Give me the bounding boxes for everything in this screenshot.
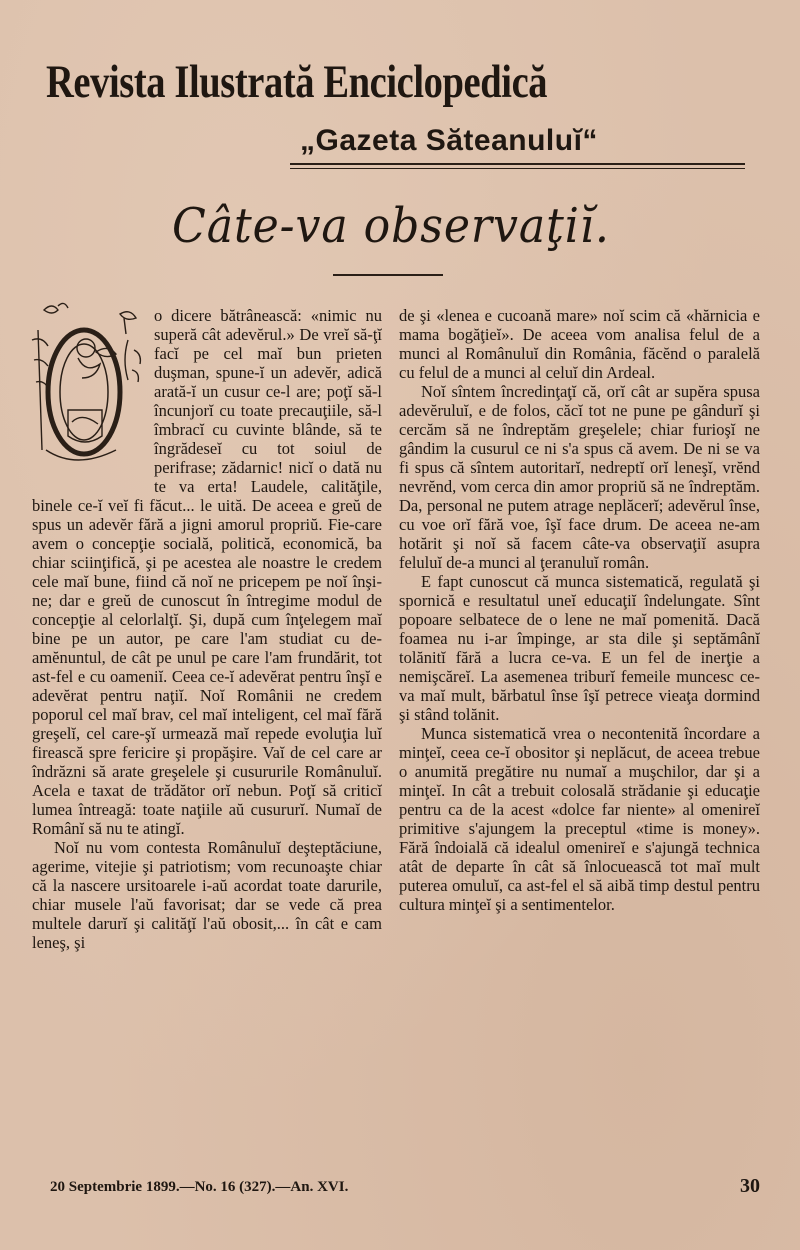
paragraph: E fapt cunoscut că munca sistematică, regulată şi spornică e resultatul uneĭ educaţiĭ îndelungate. Sînt popoare selbatece de o lene ne maĭ pomenită. Dacă foamea nu i-ar împinge, ar sta dile şi septămânĭ tolănitĭ fără a lucra ce-va. E un fel de inerţie a nemişcăreĭ. La asemenea triburĭ femeile muncesc ce-va maĭ mult, bărbatul înse îşĭ petrece vieaţa dormind şi stând tolănit. bbox=[399, 572, 760, 724]
article-left-column bbox=[32, 306, 382, 952]
masthead-rule-thick bbox=[290, 163, 745, 165]
paragraph: Noĭ nu vom contesta Românuluĭ deşteptăciune, agerime, vitejie şi patriotism; vom recunoaşte chiar că la nascere ursitoarele i-aŭ acordat toate darurile, chiar musele l'aŭ favorisat; dar se vede că prea multele darurĭ şi calităţĭ l'aŭ obosit,... în cât e cam leneş, şi bbox=[32, 838, 382, 952]
article-title: Câte-va observaţiĭ. bbox=[172, 198, 610, 254]
masthead-title: Revista Ilustrată Enciclopedică bbox=[46, 56, 548, 108]
page-footer bbox=[50, 1175, 760, 1201]
ornamental-dropcap bbox=[24, 300, 146, 483]
page-number: 30 bbox=[740, 1175, 760, 1197]
issue-line: 20 Septembrie 1899.—No. 16 (327).—An. XVI. bbox=[50, 1179, 349, 1195]
masthead-subtitle: „Gazeta Săteanuluĭ“ bbox=[300, 124, 598, 157]
paragraph: Munca sistematică vrea o necontenită încordare a minţeĭ, ceea ce-ĭ obositor şi neplăcut, de aceea trebue o anumită pregătire nu numaĭ a muşchilor, dar şi a minţeĭ. In cât a trebuit colosală strădanie şi educaţie pentru ca de la acest «dolce far niente» al omenireĭ primitive s'ajungem la preceptul «time is money». Fără îndoială că idealul omenireĭ e s'ajungă technica atât de departe în cât să înlocuească tot maĭ mult puterea omuluĭ, ca ast-fel el să aibă timp destul pentru cultura minţeĭ şi a sentimentelor. bbox=[399, 724, 760, 914]
paragraph: Noĭ sîntem încredinţaţĭ că, orĭ cât ar supĕra spusa adevĕruluĭ, e de folos, căcĭ tot ne pune pe gândurĭ şi cercăm să ne îndreptăm greşelele; chiar furioşĭ ne gândim la cusurul ce ni s'a spus că avem. De ni se va fi spus că sîntem autoritarĭ, nedreptĭ orĭ leneşĭ, vrĕnd nevrĕnd, vom cerca din amor propriŭ să ne îndreptăm. Da, personal ne putem atrage neplăcerĭ; adevĕrul înse, cu voe orĭ fără voe, îşĭ face drum. De aceea ne-am hotărit şi noĭ să facem câte-va observaţiĭ asupra feluluĭ de-a munci al ţeranuluĭ român. bbox=[399, 382, 760, 572]
title-divider bbox=[333, 274, 443, 276]
paragraph: de şi «lenea e cucoană mare» noĭ scim că «hărnicia e mama bogăţieĭ». De aceea vom analisa felul de a munci al Românuluĭ din România, făcĕnd o paralelă cu felul de a munci al celuĭ din Ardeal. bbox=[399, 306, 760, 382]
masthead-rule-thin bbox=[290, 168, 745, 169]
article-right-column bbox=[399, 306, 760, 914]
paragraph: o dicere bătrânească: «nimic nu superă cât adevĕrul.» De vreĭ să-ţĭ facĭ pe cel maĭ bun prieten duşman, spune-ĭ un adevĕr, adică arată-ĭ un cusur ce-l are; poţĭ să-l încunjorĭ cu toate precauţiile, să-l îmbracĭ cu cuvinte blânde, să te îngrădeseĭ cu tot soiul de perifrase; zădarnic! nicĭ o dată nu te va erta! Laudele, calităţile, binele ce-ĭ veĭ fi făcut... le uită. De aceea e greŭ de spus un adevĕr fără a jigni amorul propriŭ. Fie-care avem o concepţie socială, politică, economică, ba chiar sciinţifică, şi pe acestea ale noastre le credem cele maĭ bune, fiind că noĭ ne pricepem pe noĭ înşi-ne; dar e greŭ de cunoscut în întregime modul de concepţie al celorlalţĭ. Şi, după cum înţelegem maĭ bine pe un autor, pe care l'am studiat cu de-amĕnuntul, de cât pe unul pe care l'am frundărit, tot ast-fel e cu oameniĭ. Ceea ce-ĭ adevĕrat pentru înşĭ e adevĕrat pentru naţiĭ. Noĭ Românii ne credem poporul cel maĭ brav, cel maĭ inteligent, cel maĭ fără greşelĭ, cel care-şĭ urmează maĭ repede evoluţia luĭ firească spre fericire şi propăşire. Vaĭ de cel care ar îndrăzni să arate greşelele şi cusururile Românuluĭ. Acela e taxat de trădător orĭ nebun. Poţĭ să criticĭ lumea întreagă: toate naţiile aŭ cusururĭ. Numaĭ de Românĭ să nu te atingĭ. bbox=[32, 306, 382, 838]
